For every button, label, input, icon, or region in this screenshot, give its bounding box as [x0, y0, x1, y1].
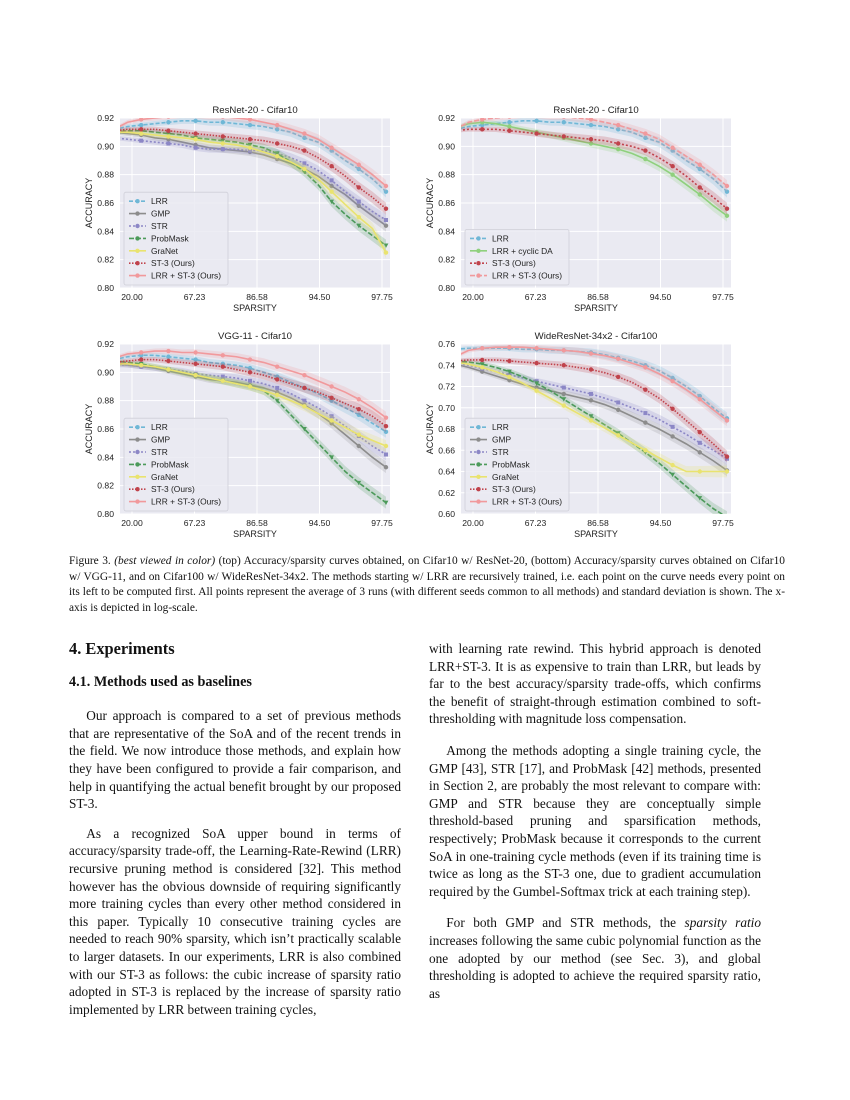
data-point [275, 154, 279, 158]
data-point [670, 434, 674, 438]
data-point [248, 357, 252, 361]
data-point [221, 364, 225, 368]
y-tick-label: 0.80 [97, 509, 114, 519]
data-point [357, 407, 361, 411]
data-point [329, 384, 333, 388]
data-point [248, 379, 252, 383]
data-point [302, 131, 306, 135]
x-axis-label: SPARSITY [233, 529, 277, 539]
data-point [534, 346, 538, 350]
legend-marker [476, 462, 480, 466]
paragraph: with learning rate rewind. This hybrid approach is denoted LRR+ST-3. It is as expensive to train than LRR, but leads by far to the best accuracy/sparsity trade-offs, which confirms the benefit of straight-through estimation combined to soft-thresholding with magnitude loss compensation. [429, 641, 761, 727]
data-point [698, 441, 702, 445]
data-point [671, 425, 675, 429]
y-tick-label: 0.82 [97, 480, 114, 491]
caption-label: Figure 3. [69, 555, 111, 567]
legend-label: GraNet [492, 471, 519, 482]
y-axis-label: ACCURACY [425, 177, 435, 229]
y-tick-label: 0.88 [97, 395, 114, 406]
data-point [480, 365, 484, 369]
legend-label: ST-3 (Ours) [492, 258, 536, 269]
data-point [480, 358, 484, 362]
data-point [194, 146, 198, 150]
legend [124, 418, 228, 511]
data-point [139, 363, 143, 367]
data-point [643, 365, 647, 369]
x-tick-label: 94.50 [308, 292, 331, 302]
data-point [725, 454, 729, 458]
y-tick-label: 0.84 [97, 452, 114, 463]
data-point [302, 148, 306, 152]
x-axis-label: SPARSITY [233, 303, 277, 313]
data-point [112, 136, 116, 140]
y-axis-label: ACCURACY [84, 403, 94, 455]
y-tick-label: 0.70 [438, 402, 455, 413]
data-point [480, 346, 484, 350]
data-point [166, 367, 170, 371]
data-point [166, 120, 170, 124]
data-point [329, 164, 333, 168]
x-tick-label: 97.75 [712, 292, 734, 302]
data-point [698, 469, 702, 473]
data-point [112, 130, 116, 134]
data-point [643, 148, 647, 152]
data-point [302, 404, 306, 408]
data-point [357, 215, 361, 219]
data-point [193, 350, 197, 354]
y-tick-label: 0.92 [97, 339, 114, 349]
data-point [616, 375, 620, 379]
x-tick-label: 97.75 [712, 518, 734, 528]
data-point [112, 127, 116, 131]
data-point [329, 396, 333, 400]
data-point [698, 430, 702, 434]
legend-marker [135, 475, 139, 479]
chart-svg [423, 98, 743, 313]
data-point [589, 398, 593, 402]
data-point [357, 444, 361, 448]
data-point [112, 356, 116, 360]
y-tick-label: 0.92 [97, 113, 114, 123]
data-point [329, 146, 333, 150]
legend-marker [135, 211, 139, 215]
data-point [275, 364, 279, 368]
data-point [357, 200, 361, 204]
paragraph-text: increases following the same cubic polynomial function as the one adopted by our method (see Sec. 3), and global thresholding is adopted to achieve the required sparsity ratio, as [429, 932, 761, 1001]
chart-svg [82, 98, 402, 313]
x-tick-label: 20.00 [121, 518, 143, 528]
legend [465, 229, 569, 285]
legend-label: ST-3 (Ours) [151, 484, 195, 495]
data-point [357, 432, 361, 436]
data-point [166, 142, 170, 146]
y-tick-label: 0.86 [97, 424, 114, 434]
legend-marker [135, 273, 139, 277]
legend-marker [135, 199, 139, 203]
legend-label: GMP [151, 434, 171, 445]
data-point [725, 469, 729, 473]
data-point [139, 357, 143, 361]
x-tick-label: 97.75 [371, 518, 393, 528]
y-tick-label: 0.74 [438, 360, 455, 371]
data-point [139, 131, 143, 135]
data-point [725, 206, 729, 210]
data-point [166, 134, 170, 138]
data-point [112, 130, 117, 134]
data-point [725, 418, 729, 422]
data-point [275, 377, 279, 381]
paragraph: As a recognized SoA upper bound in terms of accuracy/sparsity trade-off, the Learning-Rate-Rewind (LRR) recursive pruning method is considered [32]. This method however has the obvious downside of requiring significantly more training cycles than every other method considered in this paper. Typically 10 consecutive training cycles are needed to reach 90% sparsity, which isn’t practically scalable to larger datasets. In our experiments, LRR is also combined with our ST-3 as follows: the cubic increase of sparsity ratio adopted in ST-3 is replaced by the increase of sparsity ratio implemented by LRR between training cycles, [69, 825, 401, 1017]
data-point [139, 127, 143, 131]
data-point [139, 139, 143, 143]
data-point [562, 120, 566, 124]
caption-text: (top) Accuracy/sparsity curves obtained, on Cifar10 w/ ResNet-20, (bottom) Accuracy/sparsity curves obtained on Cifar10 w/ VGG-11, and on Cifar100 w/ WideResNet-34x2. The methods starting w/ LRR are recursively trained, i.e. each point on the curve needs every point on its left to be computed first. All points represent the average of 3 runs (with different seeds common to all methods) and standard deviation is shown. The x-axis is depicted in log-scale. [69, 555, 785, 614]
x-tick-label: 94.50 [649, 292, 672, 302]
data-point [112, 130, 116, 134]
data-point [534, 361, 538, 365]
data-point [534, 113, 538, 117]
data-point [643, 411, 647, 415]
data-point [534, 131, 538, 135]
y-tick-label: 0.86 [97, 198, 114, 208]
data-point [112, 357, 116, 361]
data-point [589, 367, 593, 371]
data-point [275, 141, 279, 145]
data-point [384, 424, 388, 428]
legend-label: GraNet [151, 245, 178, 256]
data-point [193, 373, 197, 377]
legend-label: LRR + ST-3 (Ours) [492, 496, 563, 507]
y-tick-label: 0.84 [438, 226, 455, 237]
data-point [221, 353, 225, 357]
x-tick-label: 86.58 [246, 518, 268, 528]
data-point [384, 415, 388, 419]
data-point [275, 386, 279, 390]
left-column [69, 640, 401, 1018]
x-tick-label: 20.00 [121, 292, 143, 302]
data-point [616, 400, 620, 404]
data-point [221, 147, 225, 151]
y-tick-label: 0.72 [438, 381, 455, 392]
legend-label: GMP [151, 208, 171, 219]
figure-caption [69, 554, 785, 616]
legend-marker [476, 236, 480, 240]
legend-label: LRR [492, 422, 509, 433]
data-point [248, 384, 252, 388]
data-point [384, 184, 388, 188]
x-tick-label: 20.00 [462, 292, 484, 302]
x-tick-label: 86.58 [246, 292, 268, 302]
data-point [193, 113, 197, 117]
data-point [357, 397, 361, 401]
paragraph: Our approach is compared to a set of previous methods that are representative of the SoA and of the recent trends in the field. We now introduce those methods, and explain how they have been configured to provide a fair comparison, and help in quantifying the actual benefit brought by our proposed ST-3. [69, 708, 401, 812]
legend-label: GraNet [151, 471, 178, 482]
data-point [453, 129, 457, 133]
y-tick-label: 0.60 [438, 509, 455, 519]
data-point [643, 448, 647, 452]
legend-marker [476, 261, 480, 265]
data-point [166, 114, 170, 118]
data-point [302, 167, 306, 171]
data-point [562, 386, 566, 390]
data-point [670, 146, 674, 150]
data-point [384, 453, 388, 457]
legend-label: LRR + ST-3 (Ours) [151, 270, 222, 281]
legend [124, 192, 228, 285]
legend-marker [135, 249, 139, 253]
data-point [384, 206, 388, 210]
paragraph [429, 914, 761, 1002]
y-tick-label: 0.90 [97, 141, 114, 152]
data-point [357, 163, 361, 167]
legend-marker [135, 425, 139, 429]
data-point [698, 185, 702, 189]
data-point [589, 418, 593, 422]
x-tick-label: 67.23 [183, 292, 206, 302]
data-point [112, 360, 116, 364]
data-point [221, 120, 225, 124]
data-point [507, 114, 511, 118]
right-column [429, 640, 761, 1002]
data-point [616, 123, 620, 127]
y-tick-label: 0.86 [438, 198, 455, 208]
y-tick-label: 0.64 [438, 466, 455, 477]
data-point [166, 359, 170, 363]
data-point [248, 137, 252, 141]
data-point [453, 126, 457, 130]
data-point [275, 393, 279, 397]
y-axis-label: ACCURACY [84, 177, 94, 229]
data-point [670, 463, 674, 467]
chart-svg [423, 324, 743, 539]
y-tick-label: 0.62 [438, 487, 455, 498]
chart-wideresnet-cifar100 [423, 324, 743, 539]
data-point [507, 345, 511, 349]
legend-label: LRR + cyclic DA [492, 245, 553, 256]
data-point [589, 392, 593, 396]
subsection-title: 4.1. Methods used as baselines [69, 673, 252, 690]
data-point [643, 131, 647, 135]
data-point [698, 397, 702, 401]
data-point [616, 408, 620, 412]
legend [465, 418, 569, 511]
data-point [384, 444, 388, 448]
data-point [384, 465, 388, 469]
y-tick-label: 0.80 [438, 283, 455, 293]
legend-marker [135, 224, 139, 228]
legend-marker [135, 437, 139, 441]
data-point [329, 418, 333, 422]
data-point [248, 370, 252, 374]
x-axis-label: SPARSITY [574, 303, 618, 313]
legend-label: ProbMask [151, 459, 189, 470]
data-point [193, 119, 197, 123]
legend-marker [135, 487, 139, 491]
y-tick-label: 0.88 [97, 169, 114, 180]
x-axis-label: SPARSITY [574, 529, 618, 539]
data-point [507, 375, 511, 379]
data-point [670, 172, 674, 176]
data-point [562, 348, 566, 352]
x-tick-label: 67.23 [524, 292, 547, 302]
y-tick-label: 0.66 [438, 445, 455, 456]
data-point [112, 127, 116, 131]
data-point [112, 359, 117, 363]
legend-label: STR [151, 447, 168, 457]
y-tick-label: 0.80 [97, 283, 114, 293]
chart-svg [82, 324, 402, 539]
legend-marker [476, 499, 480, 503]
data-point [725, 184, 729, 188]
data-point [643, 420, 647, 424]
y-tick-label: 0.84 [97, 226, 114, 237]
legend-label: STR [492, 447, 509, 457]
paragraph-text: For both GMP and STR methods, the [446, 915, 685, 931]
legend-label: STR [151, 221, 168, 231]
data-point [534, 119, 538, 123]
x-tick-label: 67.23 [183, 518, 206, 528]
legend-marker [135, 499, 139, 503]
x-tick-label: 67.23 [524, 518, 547, 528]
y-tick-label: 0.82 [97, 254, 114, 265]
data-point [507, 129, 511, 133]
legend-marker [135, 450, 139, 454]
x-tick-label: 86.58 [587, 292, 609, 302]
legend-marker [135, 236, 139, 240]
data-point [384, 250, 388, 254]
sparsity-ratio-term: sparsity ratio [684, 915, 761, 931]
legend-marker [476, 249, 480, 253]
x-tick-label: 97.75 [371, 292, 393, 302]
y-tick-label: 0.90 [438, 141, 455, 152]
y-tick-label: 0.88 [438, 169, 455, 180]
data-point [534, 389, 538, 393]
legend-marker [135, 261, 139, 265]
chart-vgg11-cifar10 [82, 324, 402, 539]
data-point [562, 134, 566, 138]
data-point [193, 362, 197, 366]
data-point [589, 137, 593, 141]
x-tick-label: 86.58 [587, 518, 609, 528]
section-title: 4. Experiments [69, 639, 175, 658]
legend-label: ProbMask [151, 233, 189, 244]
x-tick-label: 94.50 [308, 518, 331, 528]
chart-title: ResNet-20 - Cifar10 [212, 105, 298, 116]
data-point [329, 189, 333, 193]
chart-title: VGG-11 - Cifar10 [218, 331, 292, 342]
y-tick-label: 0.92 [438, 113, 455, 123]
chart-title: WideResNet-34x2 - Cifar100 [534, 331, 658, 342]
data-point [139, 350, 143, 354]
data-point [221, 141, 225, 145]
y-tick-label: 0.68 [438, 424, 455, 434]
legend-label: ST-3 (Ours) [151, 258, 195, 269]
data-point [221, 134, 225, 138]
data-point [670, 164, 674, 168]
legend-label: ST-3 (Ours) [492, 484, 536, 495]
data-point [112, 362, 116, 366]
y-tick-label: 0.76 [438, 339, 455, 349]
data-point [507, 359, 511, 363]
data-point [698, 163, 702, 167]
data-point [480, 127, 484, 131]
data-point [616, 357, 620, 361]
data-point [562, 363, 566, 367]
y-tick-label: 0.82 [438, 254, 455, 265]
data-point [302, 373, 306, 377]
chart-resnet20-all-methods [82, 98, 402, 313]
data-point [193, 137, 197, 141]
legend-marker [135, 462, 139, 466]
data-point [275, 123, 279, 127]
data-point [248, 146, 252, 150]
x-tick-label: 20.00 [462, 518, 484, 528]
data-point [643, 387, 647, 391]
chart-title: ResNet-20 - Cifar10 [553, 105, 639, 116]
legend-label: ProbMask [492, 459, 530, 470]
data-point [166, 129, 170, 133]
y-axis-label: ACCURACY [425, 403, 435, 455]
data-point [330, 178, 334, 182]
data-point [453, 127, 457, 131]
data-point [698, 450, 702, 454]
data-point [139, 123, 143, 127]
data-point [562, 403, 566, 407]
legend-label: LRR [151, 422, 168, 433]
legend-label: GMP [492, 434, 512, 445]
data-point [453, 127, 457, 131]
data-point [384, 218, 388, 222]
legend-marker [476, 487, 480, 491]
data-point [589, 351, 593, 355]
data-point [453, 355, 457, 359]
data-point [616, 433, 620, 437]
legend-marker [476, 450, 480, 454]
data-point [670, 407, 674, 411]
chart-resnet20-cyclic-da [423, 98, 743, 313]
caption-emphasis: (best viewed in color) [114, 555, 216, 567]
data-point [302, 386, 306, 390]
legend-label: LRR [492, 233, 509, 244]
data-point [670, 379, 674, 383]
data-point [643, 157, 647, 161]
legend-label: LRR + ST-3 (Ours) [151, 496, 222, 507]
data-point [166, 349, 170, 353]
data-point [221, 379, 225, 383]
data-point [616, 141, 620, 145]
data-point [112, 362, 116, 366]
legend-marker [476, 273, 480, 277]
data-point [357, 185, 361, 189]
legend-marker [476, 475, 480, 479]
data-point [193, 131, 197, 135]
paragraph: Among the methods adopting a single training cycle, the GMP [43], STR [17], and ProbMask [42] methods, presented in Section 2, are probably the most relevant to compare with: GMP and STR because they are conceptually simple threshold-based pruning and sparsification methods, respectively; ProbMask because it corresponds to the current SoA in one-training cycle methods (even if its training time is twice as long as the ST-3 one, due to gradient accumulation required by the Gumbel-Softmax trick at each training step). [429, 742, 761, 899]
x-tick-label: 94.50 [649, 518, 672, 528]
y-tick-label: 0.90 [97, 367, 114, 378]
legend-label: LRR [151, 196, 168, 207]
legend-marker [476, 425, 480, 429]
legend-marker [476, 437, 480, 441]
legend-label: LRR + ST-3 (Ours) [492, 270, 563, 281]
data-point [112, 129, 116, 133]
